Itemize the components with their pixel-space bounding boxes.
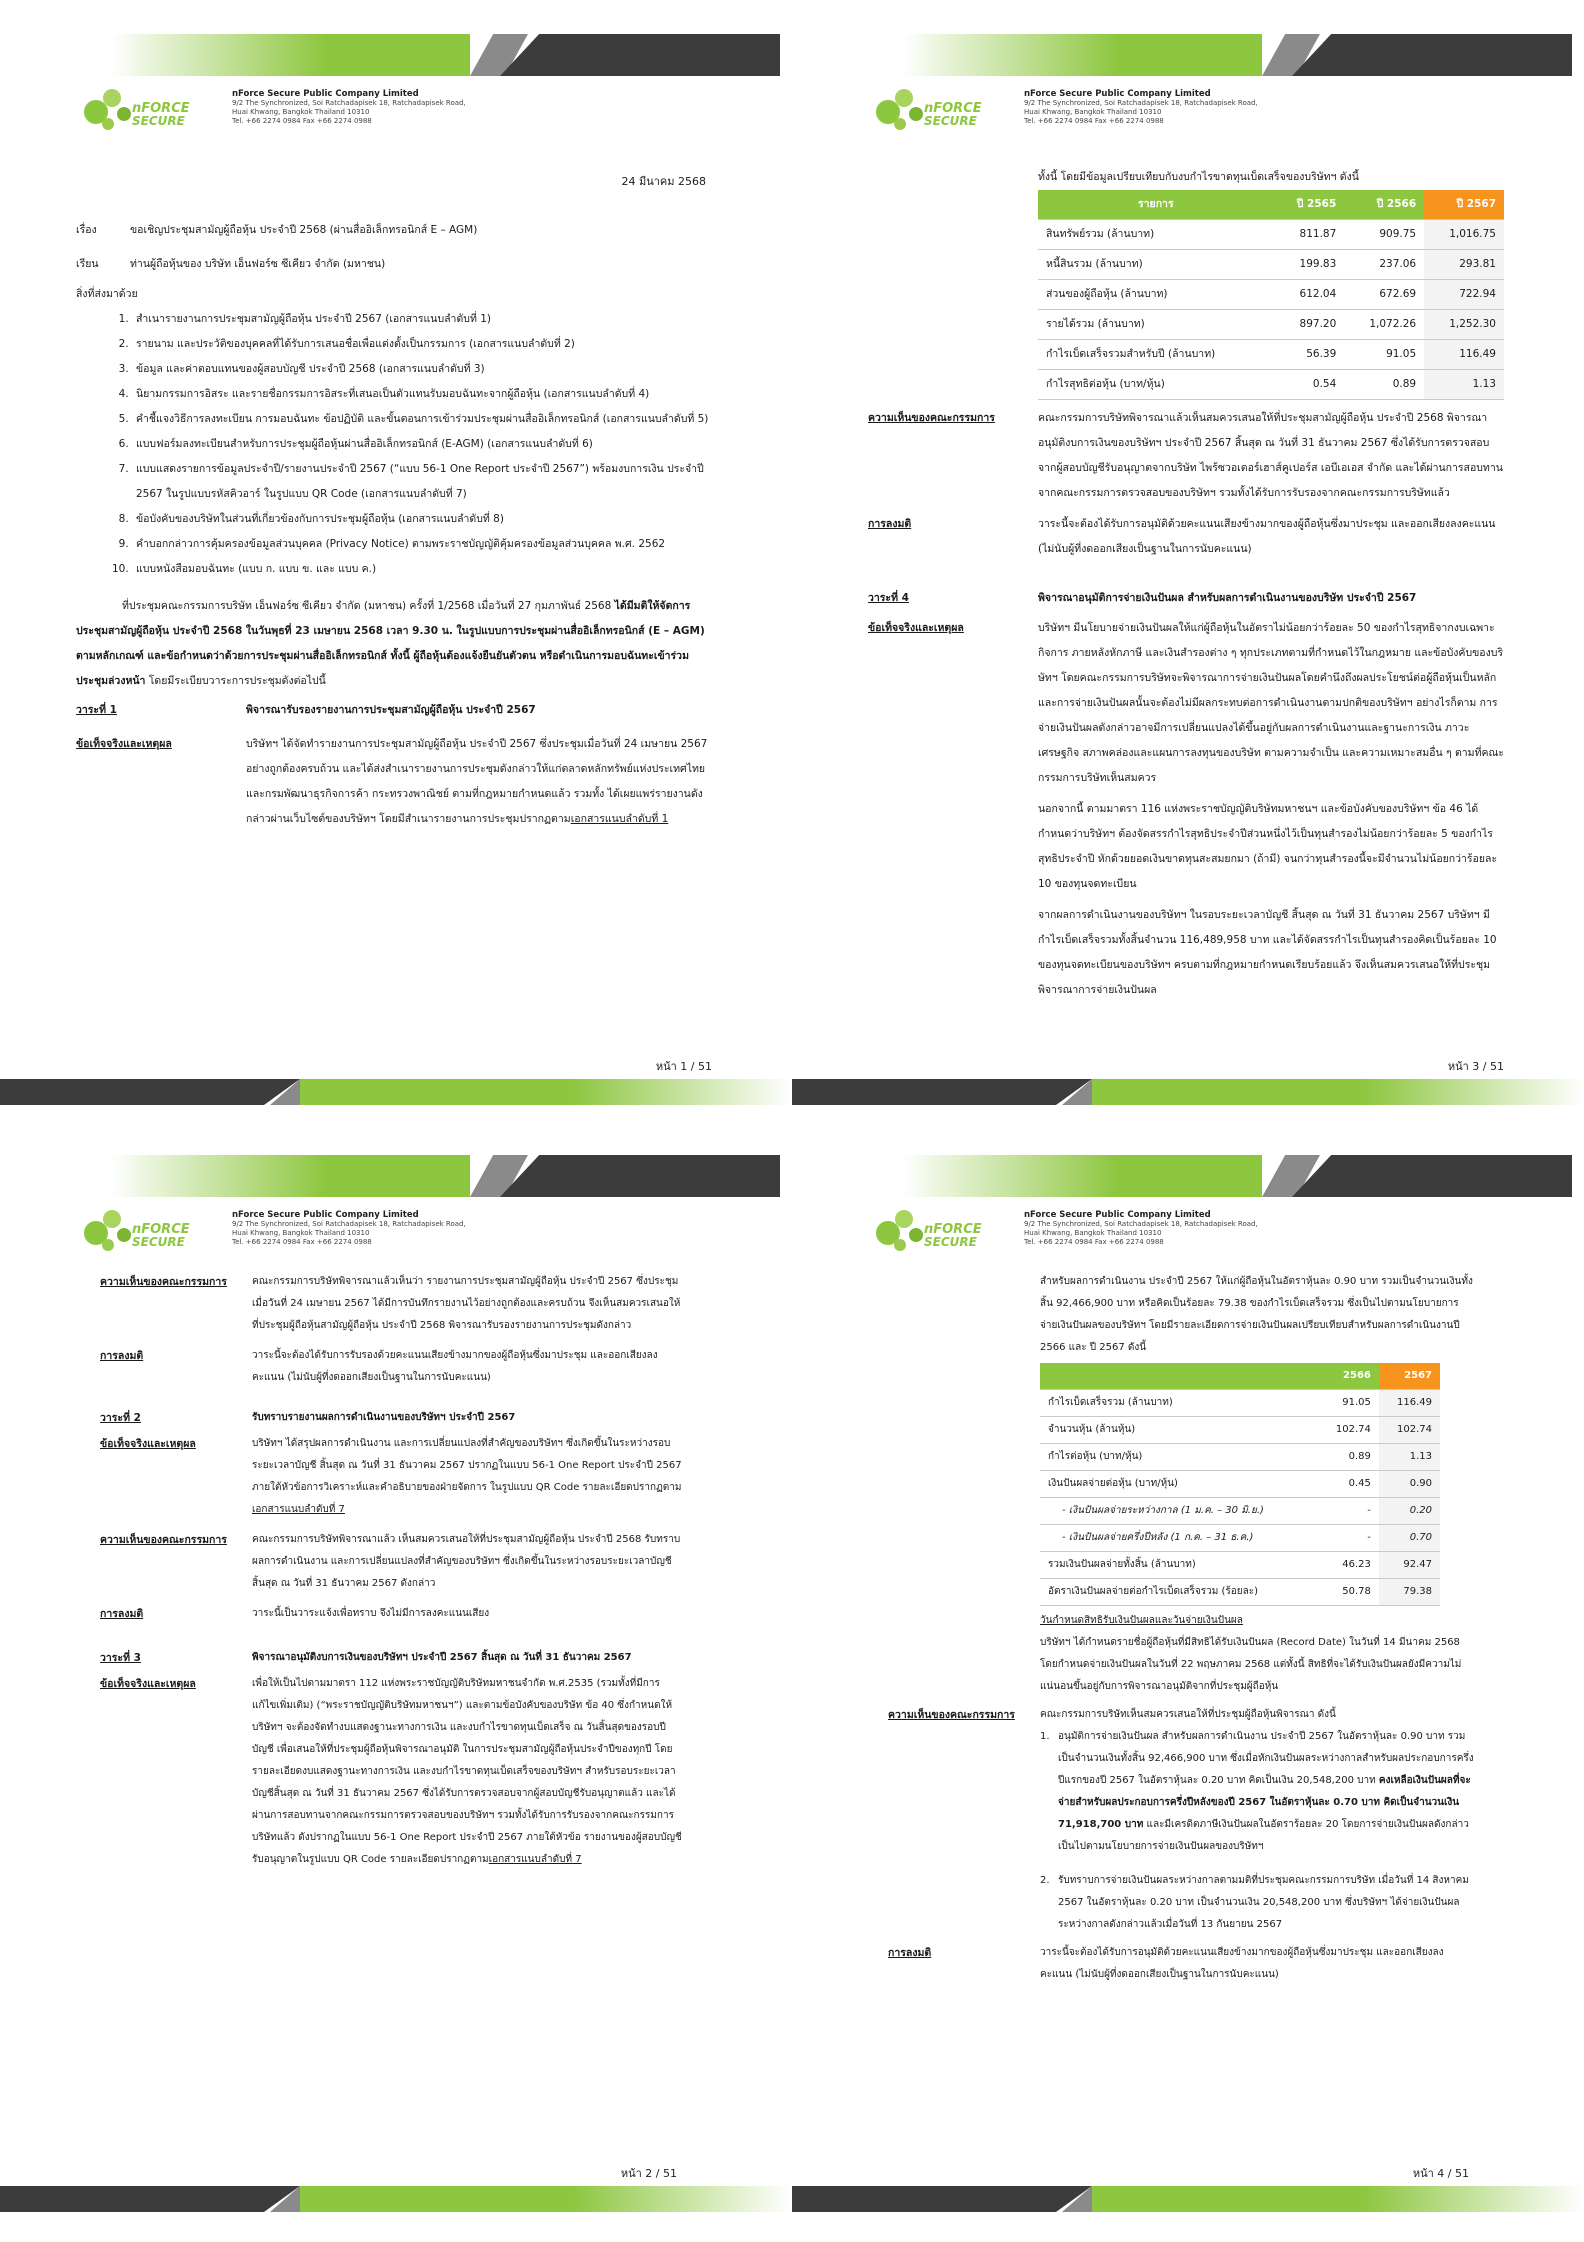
company-logo bbox=[870, 78, 1020, 138]
header-band-dark bbox=[1292, 1155, 1572, 1197]
table-cell: เงินปันผลจ่ายต่อหุ้น (บาท/หุ้น) bbox=[1040, 1471, 1318, 1498]
header-band-dark bbox=[500, 34, 780, 76]
table-cell: 0.70 bbox=[1379, 1525, 1440, 1552]
agenda-2-title: รับทราบรายงานผลการดำเนินงานของบริษัทฯ ประจำปี 2567 bbox=[252, 1412, 516, 1423]
table-cell: 0.89 bbox=[1344, 370, 1424, 400]
table-row bbox=[1040, 1498, 1440, 1525]
attachment-link-7[interactable]: เอกสารแนบลำดับที่ 7 bbox=[252, 1504, 345, 1515]
table-cell: 1.13 bbox=[1379, 1444, 1440, 1471]
table-cell: 612.04 bbox=[1274, 280, 1345, 310]
agenda-2-label: วาระที่ 2 bbox=[100, 1412, 141, 1424]
agenda-2-facts: บริษัทฯ ได้สรุปผลการดำเนินงาน และการเปลี่ยนแปลงที่สำคัญของบริษัทฯ ซึ่งเกิดขึ้นในระหว่างรอบระยะเวลาบัญชี สิ้นสุด ณ วันที่ 31 ธันวาคม 2567 ปรากฏในแบบ 56-1 One Report ประจำปี 2567 ภายใต้หัวข้อการวิเคราะห์และคำอธิบายของฝ่ายจัดการ ในรูปแบบ QR Code รายละเอียดปรากฏตาม bbox=[252, 1438, 682, 1493]
attachment-item: 10. แบบหนังสือมอบฉันทะ (แบบ ก. แบบ ข. และ แบบ ค.) bbox=[132, 557, 712, 582]
svg-text:nFORCE: nFORCE bbox=[924, 1222, 982, 1237]
table-header: 2567 bbox=[1379, 1363, 1440, 1390]
svg-text:nFORCE: nFORCE bbox=[924, 101, 982, 116]
table-cell: 91.05 bbox=[1344, 340, 1424, 370]
page-header bbox=[792, 1121, 1584, 1271]
header-band-dark bbox=[500, 1155, 780, 1197]
table-cell: - bbox=[1318, 1525, 1379, 1552]
opinion-label: ความเห็นของคณะกรรมการ bbox=[888, 1709, 1015, 1721]
table-cell: 102.74 bbox=[1379, 1417, 1440, 1444]
company-address-2: Huai Khwang, Bangkok Thailand 10310 bbox=[232, 108, 370, 116]
table-header: รายการ bbox=[1038, 190, 1274, 220]
table-cell: รายได้รวม (ล้านบาท) bbox=[1038, 310, 1274, 340]
attachments-list bbox=[76, 307, 712, 582]
opinion-label: ความเห็นของคณะกรรมการ bbox=[100, 1534, 227, 1546]
company-address-1: 9/2 The Synchronized, Soi Ratchadapisek 18, Ratchadapisek Road, bbox=[232, 1220, 466, 1228]
opinion-intro: คณะกรรมการบริษัทเห็นสมควรเสนอให้ที่ประชุมผู้ถือหุ้นพิจารณา ดังนี้ bbox=[1040, 1709, 1336, 1720]
table-cell: 92.47 bbox=[1379, 1552, 1440, 1579]
table-cell: 722.94 bbox=[1424, 280, 1504, 310]
svg-text:SECURE: SECURE bbox=[132, 1235, 185, 1249]
page-footer bbox=[0, 1051, 792, 1111]
subject-label: เรื่อง bbox=[76, 224, 97, 236]
header-band-green bbox=[110, 1155, 470, 1197]
table-cell: 897.20 bbox=[1274, 310, 1345, 340]
page-number: หน้า 1 / 51 bbox=[655, 1060, 712, 1073]
footer-band-green bbox=[300, 2186, 792, 2212]
table-cell: 1,072.26 bbox=[1344, 310, 1424, 340]
agenda-1-vote: วาระนี้จะต้องได้รับการรับรองด้วยคะแนนเสียงข้างมากของผู้ถือหุ้นซึ่งมาประชุม และออกเสียงลงคะแนน (ไม่นับผู้ที่งดออกเสียงเป็นฐานในการนับคะแนน) bbox=[252, 1350, 658, 1383]
svg-text:nFORCE: nFORCE bbox=[132, 1222, 190, 1237]
facts-label: ข้อเท็จจริงและเหตุผล bbox=[100, 1678, 196, 1690]
table-header: 2566 bbox=[1318, 1363, 1379, 1390]
table-row bbox=[1040, 1525, 1440, 1552]
date: 24 มีนาคม 2568 bbox=[621, 175, 706, 188]
table-row bbox=[1040, 1552, 1440, 1579]
vote-label: การลงมติ bbox=[100, 1608, 144, 1620]
table-cell: 0.90 bbox=[1379, 1471, 1440, 1498]
agenda-4-label: วาระที่ 4 bbox=[868, 592, 909, 604]
table-cell: 0.54 bbox=[1274, 370, 1345, 400]
agenda-3-title: พิจารณาอนุมัติงบการเงินของบริษัทฯ ประจำปี 2567 สิ้นสุด ณ วันที่ 31 ธันวาคม 2567 bbox=[252, 1652, 632, 1663]
svg-text:nFORCE: nFORCE bbox=[132, 101, 190, 116]
agenda-3-vote: วาระนี้จะต้องได้รับการอนุมัติด้วยคะแนนเสียงข้างมากของผู้ถือหุ้นซึ่งมาประชุม และออกเสียงลงคะแนน (ไม่นับผู้ที่งดออกเสียงเป็นฐานในการนับคะแนน) bbox=[1038, 518, 1496, 555]
footer-band bbox=[0, 2186, 792, 2212]
table-cell: 0.20 bbox=[1379, 1498, 1440, 1525]
table-cell: 116.49 bbox=[1379, 1390, 1440, 1417]
table-row bbox=[1040, 1471, 1440, 1498]
table-cell: สินทรัพย์รวม (ล้านบาท) bbox=[1038, 220, 1274, 250]
attachment-item: 1. สำเนารายงานการประชุมสามัญผู้ถือหุ้น ประจำปี 2567 (เอกสารแนบลำดับที่ 1) bbox=[132, 307, 712, 332]
attachment-item: 7. แบบแสดงรายการข้อมูลประจำปี/รายงานประจำปี 2567 (“แบบ 56-1 One Report ประจำปี 2567”) พร้อมงบการเงิน ประจำปี 2567 ในรูปแบบรหัสคิวอาร์ ในรูปแบบ QR Code (เอกสารแนบลำดับที่ 7) bbox=[132, 457, 712, 507]
company-name: nForce Secure Public Company Limited bbox=[232, 89, 419, 99]
company-info bbox=[232, 90, 466, 126]
facts-label: ข้อเท็จจริงและเหตุผล bbox=[868, 622, 964, 634]
table-cell: จำนวนหุ้น (ล้านหุ้น) bbox=[1040, 1417, 1318, 1444]
table-cell: 293.81 bbox=[1424, 250, 1504, 280]
opinion-label: ความเห็นของคณะกรรมการ bbox=[100, 1276, 227, 1288]
company-address-1: 9/2 The Synchronized, Soi Ratchadapisek 18, Ratchadapisek Road, bbox=[1024, 99, 1258, 107]
company-address-1: 9/2 The Synchronized, Soi Ratchadapisek 18, Ratchadapisek Road, bbox=[1024, 1220, 1258, 1228]
record-date-text: บริษัทฯ ได้กำหนดรายชื่อผู้ถือหุ้นที่มีสิทธิได้รับเงินปันผล (Record Date) ในวันที่ 14 มีนาคม 2568 โดยกำหนดจ่ายเงินปันผลในวันที่ 22 พฤษภาคม 2568 แต่ทั้งนี้ สิทธิที่จะได้รับเงินปันผลยังมีความไม่แน่นอนขึ้นอยู่กับการพิจารณาอนุมัติจากที่ประชุมผู้ถือหุ้น bbox=[1040, 1637, 1462, 1692]
footer-band bbox=[0, 1079, 792, 1105]
agenda-1-label: วาระที่ 1 bbox=[76, 704, 117, 716]
financial-table bbox=[1038, 190, 1504, 400]
page-header bbox=[0, 0, 792, 150]
table-cell: ส่วนของผู้ถือหุ้น (ล้านบาท) bbox=[1038, 280, 1274, 310]
footer-band bbox=[792, 1079, 1584, 1105]
footer-band-green bbox=[300, 1079, 792, 1105]
opinion-item-2: 2. รับทราบการจ่ายเงินปันผลระหว่างกาลตามมติที่ประชุมคณะกรรมการบริษัท เมื่อวันที่ 14 สิงหาคม 2567 ในอัตราหุ้นละ 0.20 บาท เป็นจำนวนเงิน 20,548,200 บาท ซึ่งบริษัทฯ ได้จ่ายเงินปันผลระหว่างกาลดังกล่าวแล้วเมื่อวันที่ 13 กันยายน 2567 bbox=[1040, 1875, 1469, 1930]
table-header bbox=[1040, 1363, 1318, 1390]
table-cell: หนี้สินรวม (ล้านบาท) bbox=[1038, 250, 1274, 280]
table-cell: กำไรสุทธิต่อหุ้น (บาท/หุ้น) bbox=[1038, 370, 1274, 400]
page-footer bbox=[792, 2158, 1584, 2218]
table-cell: 0.89 bbox=[1318, 1444, 1379, 1471]
subject: ขอเชิญประชุมสามัญผู้ถือหุ้น ประจำปี 2568 (ผ่านสื่ออิเล็กทรอนิกส์ E – AGM) bbox=[130, 224, 478, 236]
page-number: หน้า 2 / 51 bbox=[620, 2167, 677, 2180]
table-row bbox=[1038, 280, 1504, 310]
opinion-item-1: 1. อนุมัติการจ่ายเงินปันผล สำหรับผลการดำเนินงาน ประจำปี 2567 ในอัตราหุ้นละ 0.90 บาท รวมเป็นจำนวนเงินทั้งสิ้น 92,466,900 บาท ซึ่งเมื่อหักเงินปันผลระหว่างกาลสำหรับผลประกอบการครึ่งปีแรกของปี 2567 ในอัตราหุ้นละ 0.20 บาท คิดเป็นเงิน 20,548,200 บาท คงเหลือเงินปันผลที่จะจ่ายสำหรับผลประกอบการครึ่งปีหลังของปี 2567 ในอัตราหุ้นละ 0.70 บาท คิดเป็นจำนวนเงิน 71,918,700 บาท และมีเครดิตภาษีเงินปันผลในอัตราร้อยละ 20 โดยการจ่ายเงินปันผลดังกล่าว เป็นไปตามนโยบายการจ่ายเงินปันผลของบริษัทฯ bbox=[1040, 1731, 1474, 1852]
agenda-3-facts: เพื่อให้เป็นไปตามมาตรา 112 แห่งพระราชบัญญัติบริษัทมหาชนจำกัด พ.ศ.2535 (รวมทั้งที่มีการแก้ไขเพิ่มเติม) (“พระราชบัญญัติบริษัทมหาชนฯ”) และตามข้อบังคับของบริษัท ข้อ 40 ซึ่งกำหนดให้บริษัทฯ จะต้องจัดทำงบแสดงฐานะทางการเงิน และงบกำไรขาดทุนเบ็ดเสร็จ ณ วันสิ้นสุดของรอบปีบัญชี เพื่อเสนอให้ที่ประชุมผู้ถือหุ้นพิจารณาอนุมัติ ในการประชุมสามัญผู้ถือหุ้นประจำปีของทุกปี โดยรายละเอียดงบแสดงฐานะทางการเงิน และงบกำไรขาดทุนเบ็ดเสร็จของบริษัทฯ สำหรับรอบระยะเวลาบัญชีสิ้นสุด ณ วันที่ 31 ธันวาคม 2567 ซึ่งได้รับการตรวจสอบจากผู้สอบบัญชีรับอนุญาตแล้ว และได้ผ่านการสอบทานจากคณะกรรมการตรวจสอบของบริษัทฯ รวมทั้งได้รับการรับรองจากคณะกรรมการบริษัทแล้ว ดังปรากฏในแบบ 56-1 One Report ประจำปี 2567 ภายใต้หัวข้อ รายงานของผู้สอบบัญชีรับอนุญาตในรูปแบบ QR Code รายละเอียดปรากฏตาม bbox=[252, 1678, 682, 1865]
opinion-label: ความเห็นของคณะกรรมการ bbox=[868, 412, 995, 424]
footer-band-dark bbox=[0, 1079, 300, 1105]
page-header bbox=[792, 0, 1584, 150]
table-row bbox=[1038, 340, 1504, 370]
table-cell: 91.05 bbox=[1318, 1390, 1379, 1417]
table-row bbox=[1038, 310, 1504, 340]
table-cell: อัตราเงินปันผลจ่ายต่อกำไรเบ็ดเสร็จรวม (ร้อยละ) bbox=[1040, 1579, 1318, 1606]
header-band-green bbox=[110, 34, 470, 76]
table-row bbox=[1040, 1417, 1440, 1444]
table-cell: กำไรเบ็ดเสร็จรวมสำหรับปี (ล้านบาท) bbox=[1038, 340, 1274, 370]
table-cell: - เงินปันผลจ่ายครึ่งปีหลัง (1 ก.ค. – 31 ธ.ค.) bbox=[1040, 1525, 1318, 1552]
company-phone: Tel. +66 2274 0984 Fax +66 2274 0988 bbox=[1024, 1238, 1164, 1246]
svg-text:SECURE: SECURE bbox=[132, 114, 185, 128]
company-name: nForce Secure Public Company Limited bbox=[1024, 1210, 1211, 1220]
company-address-2: Huai Khwang, Bangkok Thailand 10310 bbox=[232, 1229, 370, 1237]
table-cell: 672.69 bbox=[1344, 280, 1424, 310]
agenda-2-opinion: คณะกรรมการบริษัทพิจารณาแล้ว เห็นสมควรเสนอให้ที่ประชุมสามัญผู้ถือหุ้น ประจำปี 2568 รับทราบผลการดำเนินงาน และการเปลี่ยนแปลงที่สำคัญของบริษัทฯ ซึ่งเกิดขึ้นในระหว่างรอบระยะเวลาบัญชี สิ้นสุด ณ วันที่ 31 ธันวาคม 2567 ดังกล่าว bbox=[252, 1534, 681, 1589]
company-logo bbox=[78, 78, 228, 138]
page-number: หน้า 4 / 51 bbox=[1412, 2167, 1469, 2180]
table-intro: ทั้งนี้ โดยมีข้อมูลเปรียบเทียบกับงบกำไรขาดทุนเบ็ดเสร็จของบริษัทฯ ดังนี้ bbox=[1038, 171, 1359, 183]
company-logo bbox=[870, 1199, 1020, 1259]
footer-band-dark bbox=[792, 1079, 1092, 1105]
table-cell: 199.83 bbox=[1274, 250, 1345, 280]
record-date-heading: วันกำหนดสิทธิรับเงินปันผลและวันจ่ายเงินปันผล bbox=[1040, 1615, 1243, 1626]
company-phone: Tel. +66 2274 0984 Fax +66 2274 0988 bbox=[232, 117, 372, 125]
table-cell: 1,252.30 bbox=[1424, 310, 1504, 340]
table-cell: 1,016.75 bbox=[1424, 220, 1504, 250]
company-address-2: Huai Khwang, Bangkok Thailand 10310 bbox=[1024, 108, 1162, 116]
page-3 bbox=[792, 0, 1584, 1121]
table-cell: 46.23 bbox=[1318, 1552, 1379, 1579]
dividend-table bbox=[1040, 1363, 1440, 1606]
table-row bbox=[1038, 220, 1504, 250]
table-row bbox=[1040, 1390, 1440, 1417]
company-info bbox=[1024, 1211, 1258, 1247]
table-cell: กำไรต่อหุ้น (บาท/หุ้น) bbox=[1040, 1444, 1318, 1471]
table-row bbox=[1038, 250, 1504, 280]
company-logo bbox=[78, 1199, 228, 1259]
vote-label: การลงมติ bbox=[888, 1947, 932, 1959]
svg-text:SECURE: SECURE bbox=[924, 114, 977, 128]
table-cell: 102.74 bbox=[1318, 1417, 1379, 1444]
attachment-item: 2. รายนาม และประวัติของบุคคลที่ได้รับการเสนอชื่อเพื่อแต่งตั้งเป็นกรรมการ (เอกสารแนบลำดับที่ 2) bbox=[132, 332, 712, 357]
dividend-intro: สำหรับผลการดำเนินงาน ประจำปี 2567 ให้แก่ผู้ถือหุ้นในอัตราหุ้นละ 0.90 บาท รวมเป็นจำนวนเงินทั้งสิ้น 92,466,900 บาท หรือคิดเป็นร้อยละ 79.38 ของกำไรเบ็ดเสร็จรวม ซึ่งเป็นไปตามนโยบายการจ่ายเงินปันผลของบริษัทฯ โดยมีรายละเอียดการจ่ายเงินปันผลเปรียบเทียบสำหรับผลการดำเนินงานปี 2566 และ ปี 2567 ดังนี้ bbox=[1040, 1276, 1473, 1353]
svg-text:SECURE: SECURE bbox=[924, 1235, 977, 1249]
company-info bbox=[1024, 90, 1258, 126]
company-name: nForce Secure Public Company Limited bbox=[1024, 89, 1211, 99]
page-4 bbox=[792, 1121, 1584, 2242]
attachment-item: 4. นิยามกรรมการอิสระ และรายชื่อกรรมการอิสระที่เสนอเป็นตัวแทนรับมอบฉันทะจากผู้ถือหุ้น (เอกสารแนบลำดับที่ 4) bbox=[132, 382, 712, 407]
table-cell: 56.39 bbox=[1274, 340, 1345, 370]
footer-band-dark bbox=[0, 2186, 300, 2212]
company-name: nForce Secure Public Company Limited bbox=[232, 1210, 419, 1220]
table-header: ปี 2566 bbox=[1344, 190, 1424, 220]
company-address-2: Huai Khwang, Bangkok Thailand 10310 bbox=[1024, 1229, 1162, 1237]
page-footer bbox=[792, 1051, 1584, 1111]
agenda-2-vote: วาระนี้เป็นวาระแจ้งเพื่อทราบ จึงไม่มีการลงคะแนนเสียง bbox=[252, 1608, 490, 1619]
attachment-item: 3. ข้อมูล และค่าตอบแทนของผู้สอบบัญชี ประจำปี 2568 (เอกสารแนบลำดับที่ 3) bbox=[132, 357, 712, 382]
agenda-4-facts-2: นอกจากนี้ ตามมาตรา 116 แห่งพระราชบัญญัติบริษัทมหาชนฯ และข้อบังคับของบริษัทฯ ข้อ 46 ได้กำหนดว่าบริษัทฯ ต้องจัดสรรกำไรสุทธิประจำปีส่วนหนึ่งไว้เป็นทุนสำรองไม่น้อยกว่าร้อยละ 5 ของกำไรสุทธิประจำปี หักด้วยยอดเงินขาดทุนสะสมยกมา (ถ้ามี) จนกว่าทุนสำรองนี้จะมีจำนวนไม่น้อยกว่าร้อยละ 10 ของทุนจดทะเบียน bbox=[1038, 803, 1498, 890]
table-cell: 50.78 bbox=[1318, 1579, 1379, 1606]
agenda-4-facts-3: จากผลการดำเนินงานของบริษัทฯ ในรอบระยะเวลาบัญชี สิ้นสุด ณ วันที่ 31 ธันวาคม 2567 บริษัทฯ มีกำไรเบ็ดเสร็จรวมทั้งสิ้นจำนวน 116,489,958 บาท และได้จัดสรรกำไรเป็นทุนสำรองคิดเป็นร้อยละ 10 ของทุนจดทะเบียนของบริษัทฯ ครบตามที่กฎหมายกำหนดเรียบร้อยแล้ว จึงเห็นสมควรเสนอให้ที่ประชุมพิจารณาการจ่ายเงินปันผล bbox=[1038, 909, 1497, 996]
table-cell: รวมเงินปันผลจ่ายทั้งสิ้น (ล้านบาท) bbox=[1040, 1552, 1318, 1579]
facts-label: ข้อเท็จจริงและเหตุผล bbox=[76, 738, 172, 750]
facts-label: ข้อเท็จจริงและเหตุผล bbox=[100, 1438, 196, 1450]
table-header: ปี 2567 bbox=[1424, 190, 1504, 220]
agenda-1-title: พิจารณารับรองรายงานการประชุมสามัญผู้ถือหุ้น ประจำปี 2567 bbox=[246, 704, 536, 716]
table-cell: 79.38 bbox=[1379, 1579, 1440, 1606]
to-label: เรียน bbox=[76, 258, 99, 270]
footer-band-green bbox=[1092, 2186, 1584, 2212]
footer-band bbox=[792, 2186, 1584, 2212]
table-cell: กำไรเบ็ดเสร็จรวม (ล้านบาท) bbox=[1040, 1390, 1318, 1417]
attachments-label: สิ่งที่ส่งมาด้วย bbox=[76, 288, 138, 300]
vote-label: การลงมติ bbox=[868, 518, 912, 530]
agenda-1-facts: บริษัทฯ ได้จัดทำรายงานการประชุมสามัญผู้ถือหุ้น ประจำปี 2567 ซึ่งประชุมเมื่อวันที่ 24 เมษายน 2567 อย่างถูกต้องครบถ้วน และได้ส่งสำเนารายงานการประชุมดังกล่าวให้แก่ตลาดหลักทรัพย์แห่งประเทศไทย และกรมพัฒนาธุรกิจการค้า กระทรวงพาณิชย์ ตามที่กฎหมายกำหนดแล้ว รวมทั้ง ได้เผยแพร่รายงานดังกล่าวผ่านเว็บไซต์ของบริษัทฯ โดยมีสำเนารายงานการประชุมปรากฏตาม bbox=[246, 738, 708, 825]
table-cell: 116.49 bbox=[1424, 340, 1504, 370]
table-cell: 909.75 bbox=[1344, 220, 1424, 250]
page-1 bbox=[0, 0, 792, 1121]
intro: ที่ประชุมคณะกรรมการบริษัท เอ็นฟอร์ซ ซีเคียว จำกัด (มหาชน) ครั้งที่ 1/2568 เมื่อวันที่ 27 กุมภาพันธ์ 2568 ได้มีมติให้จัดการประชุมสามัญผู้ถือหุ้น ประจำปี 2568 ในวันพุธที่ 23 เมษายน 2568 เวลา 9.30 น. ในรูปแบบการประชุมผ่านสื่ออิเล็กทรอนิกส์ (E – AGM) ตามหลักเกณฑ์ และข้อกำหนดว่าด้วยการประชุมผ่านสื่ออิเล็กทรอนิกส์ ทั้งนี้ ผู้ถือหุ้นต้องแจ้งยืนยันตัวตน หรือดำเนินการมอบฉันทะเข้าร่วมประชุมล่วงหน้า โดยมีระเบียบวาระการประชุมดังต่อไปนี้ bbox=[76, 600, 705, 687]
page-2 bbox=[0, 1121, 792, 2242]
table-row bbox=[1038, 370, 1504, 400]
header-band-green bbox=[902, 34, 1262, 76]
page-footer bbox=[0, 2158, 792, 2218]
table-cell: 237.06 bbox=[1344, 250, 1424, 280]
table-cell: 0.45 bbox=[1318, 1471, 1379, 1498]
vote: วาระนี้จะต้องได้รับการอนุมัติด้วยคะแนนเสียงข้างมากของผู้ถือหุ้นซึ่งมาประชุม และออกเสียงลงคะแนน (ไม่นับผู้ที่งดออกเสียงเป็นฐานในการนับคะแนน) bbox=[1040, 1947, 1444, 1980]
table-row bbox=[1040, 1579, 1440, 1606]
footer-band-dark bbox=[792, 2186, 1092, 2212]
agenda-4-title: พิจารณาอนุมัติการจ่ายเงินปันผล สำหรับผลการดำเนินงานของบริษัท ประจำปี 2567 bbox=[1038, 592, 1417, 604]
agenda-4-facts-1: บริษัทฯ มีนโยบายจ่ายเงินปันผลให้แก่ผู้ถือหุ้นในอัตราไม่น้อยกว่าร้อยละ 50 ของกำไรสุทธิจากงบเฉพาะกิจการ ภายหลังหักภาษี และเงินสำรองต่าง ๆ ทุกประเภทตามที่กำหนดไว้ในกฎหมาย และข้อบังคับของบริษัทฯ โดยคณะกรรมการบริษัทจะพิจารณาการจ่ายเงินปันผลโดยคำนึงถึงผลประโยชน์ต่อผู้ถือหุ้นเป็นหลัก และการจ่ายเงินปันผลนั้นจะต้องไม่มีผลกระทบต่อการดำเนินงานตามปกติของบริษัทฯ อย่างไรก็ตาม การจ่ายเงินปันผลดังกล่าวอาจมีการเปลี่ยนแปลงได้ขึ้นอยู่กับผลการดำเนินงานและฐานะการเงิน ภาวะเศรษฐกิจ สภาพคล่องและแผนการลงทุนของบริษัท ตามความจำเป็น และความเหมาะสมอื่น ๆ ตามที่คณะกรรมการบริษัทเห็นสมควร bbox=[1038, 622, 1504, 784]
agenda-1-opinion: คณะกรรมการบริษัทพิจารณาแล้วเห็นว่า รายงานการประชุมสามัญผู้ถือหุ้น ประจำปี 2567 ซึ่งประชุมเมื่อวันที่ 24 เมษายน 2567 ได้มีการบันทึกรายงานไว้อย่างถูกต้องและครบถ้วน จึงเห็นสมควรเสนอให้ที่ประชุมผู้ถือหุ้นสามัญผู้ถือหุ้น ประจำปี 2568 พิจารณารับรองรายงานการประชุมดังกล่าว bbox=[252, 1276, 681, 1331]
company-address-1: 9/2 The Synchronized, Soi Ratchadapisek 18, Ratchadapisek Road, bbox=[232, 99, 466, 107]
table-row bbox=[1040, 1444, 1440, 1471]
agenda-3-opinion: คณะกรรมการบริษัทพิจารณาแล้วเห็นสมควรเสนอให้ที่ประชุมสามัญผู้ถือหุ้น ประจำปี 2568 พิจารณาอนุมัติงบการเงินของบริษัทฯ ประจำปี 2567 สิ้นสุด ณ วันที่ 31 ธันวาคม 2567 ซึ่งได้รับการตรวจสอบจากผู้สอบบัญชีรับอนุญาตจากบริษัท ไพร้ซวอเตอร์เฮาส์คูเปอร์ส เอบีเอเอส จำกัด และได้ผ่านการสอบทานจากคณะกรรมการตรวจสอบของบริษัทฯ รวมทั้งได้รับการรับรองจากคณะกรรมการบริษัทแล้ว bbox=[1038, 412, 1503, 499]
table-header: ปี 2565 bbox=[1274, 190, 1345, 220]
attachment-item: 8. ข้อบังคับของบริษัทในส่วนที่เกี่ยวข้องกับการประชุมผู้ถือหุ้น (เอกสารแนบลำดับที่ 8) bbox=[132, 507, 712, 532]
company-phone: Tel. +66 2274 0984 Fax +66 2274 0988 bbox=[232, 1238, 372, 1246]
attachment-item: 9. คำบอกกล่าวการคุ้มครองข้อมูลส่วนบุคคล (Privacy Notice) ตามพระราชบัญญัติคุ้มครองข้อมูลส่วนบุคคล พ.ศ. 2562 bbox=[132, 532, 712, 557]
page-number: หน้า 3 / 51 bbox=[1447, 1060, 1504, 1073]
header-band-dark bbox=[1292, 34, 1572, 76]
vote-label: การลงมติ bbox=[100, 1350, 144, 1362]
attachment-item: 6. แบบฟอร์มลงทะเบียนสำหรับการประชุมผู้ถือหุ้นผ่านสื่ออิเล็กทรอนิกส์ (E-AGM) (เอกสารแนบลำดับที่ 6) bbox=[132, 432, 712, 457]
table-cell: - bbox=[1318, 1498, 1379, 1525]
table-cell: 1.13 bbox=[1424, 370, 1504, 400]
attachment-link-1[interactable]: เอกสารแนบลำดับที่ 1 bbox=[570, 813, 669, 825]
to: ท่านผู้ถือหุ้นของ บริษัท เอ็นฟอร์ซ ซีเคียว จำกัด (มหาชน) bbox=[130, 258, 386, 270]
table-cell: - เงินปันผลจ่ายระหว่างกาล (1 ม.ค. – 30 มิ.ย.) bbox=[1040, 1498, 1318, 1525]
header-band-green bbox=[902, 1155, 1262, 1197]
company-phone: Tel. +66 2274 0984 Fax +66 2274 0988 bbox=[1024, 117, 1164, 125]
agenda-3-label: วาระที่ 3 bbox=[100, 1652, 141, 1664]
footer-band-green bbox=[1092, 1079, 1584, 1105]
page-header bbox=[0, 1121, 792, 1271]
attachment-item: 5. คำชี้แจงวิธีการลงทะเบียน การมอบฉันทะ ข้อปฏิบัติ และขั้นตอนการเข้าร่วมประชุมผ่านสื่ออิเล็กทรอนิกส์ (เอกสารแนบลำดับที่ 5) bbox=[132, 407, 712, 432]
table-cell: 811.87 bbox=[1274, 220, 1345, 250]
attachment-link-7b[interactable]: เอกสารแนบลำดับที่ 7 bbox=[488, 1854, 582, 1865]
company-info bbox=[232, 1211, 466, 1247]
